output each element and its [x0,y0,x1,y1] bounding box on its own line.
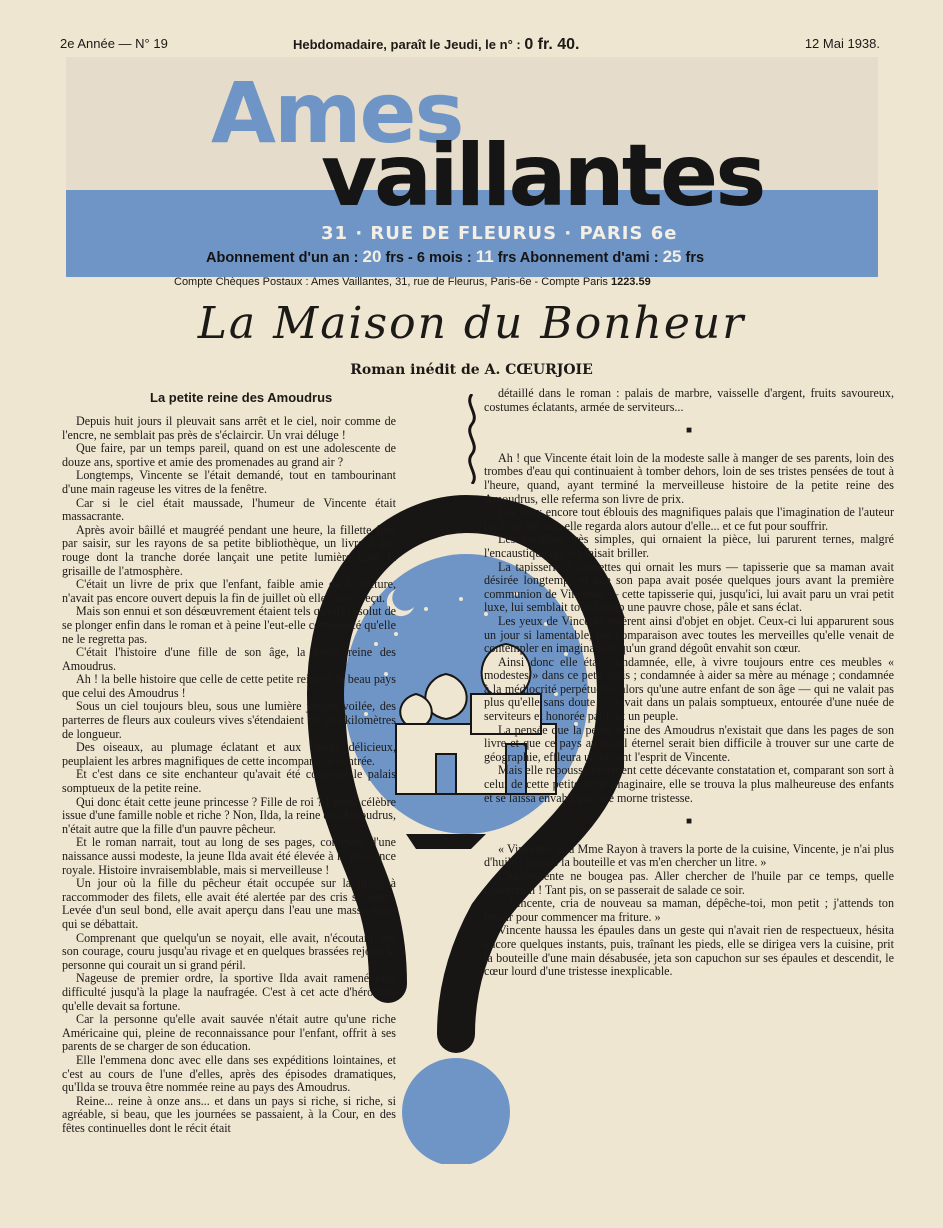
paragraph: Un jour où la fille du pêcheur était occupée sur la plage à raccommoder des filets, elle avait été alertée par des cris stridents. Levée d'un seul bond, elle avait aperçu dans l'eau une masse noire qui se débattait. [62,876,396,931]
paragraph: Des oiseaux, au plumage éclatant et aux chants délicieux, peuplaient les arbres magnifiques de cette incomparable contrée. [62,740,396,768]
dot-circle [402,1058,510,1164]
paragraph: « Vincente, cria de nouveau sa maman, dépêche-toi, mon petit ; j'attends ton retour pour commencer ma friture. » [484,896,894,924]
price: 0 fr. 40. [524,36,580,53]
sub-year-price: 20 [362,247,382,266]
frequency-text: Hebdomadaire, paraît le Jeudi, le n° : [293,37,521,52]
sub-sixmonth-price: 11 [475,247,494,266]
sub-friend-label: frs Abonnement d'ami : [497,250,659,266]
masthead-title-vaillantes: vaillantes [321,126,764,226]
decorative-squiggle [464,394,480,484]
paragraph: Et le roman narrait, tout au long de ses pages, comment d'une naissance aussi modeste, la jeune Ilda avait été élevée à la puissance royale. Histoire invraisemblable, mais si merveilleuse ! [62,835,396,877]
issue-date: 12 Mai 1938. [804,36,880,51]
paragraph: Ainsi donc elle était condamnée, elle, à vivre toujours entre ces meubles « modestes » dans ce petit logis ; condamnée à aider sa mère au ménage ; condamnée à la médiocrité perpétuelle, alors qu'une autre enfant de son âge — qui ne valait pas plus qu'elle sans doute — vivait dans un palais somptueux, entourée d'une nuée de serviteurs et honorée par tout un peuple. [484,654,894,724]
paragraph: Longtemps, Vincente se l'était demandé, tout en tambourinant d'une main rageuse les vitres de la fenêtre. [62,468,396,496]
paragraph: L'adolescente ne bougea pas. Aller chercher de l'huile par ce temps, quelle distraction ! Tant pis, on se passerait de salade ce soir. [484,869,894,897]
separator-2: ■ [685,816,693,828]
paragraph: « Vincente, cria Mme Rayon à travers la porte de la cuisine, Vincente, je n'ai plus d'huile ; prends la bouteille et vas m'en chercher un litre. » [484,841,894,870]
paragraph: Les yeux de Vincente errèrent ainsi d'objet en objet. Ceux-ci lui apparurent sous un jour si lamentable, par comparaison avec toutes les merveilles qu'elle venait de contempler en imagination, qu'un grand dégoût envahit son cœur. [484,613,894,656]
paragraph: C'était l'histoire d'une fille de son âge, la petite reine des Amoudrus. [62,645,396,673]
masthead [66,57,878,277]
paragraph: Ah ! que Vincente était loin de la modeste salle à manger de ses parents, loin des trombes d'eau qui continuaient à tomber dehors, loin de ses tristes pensées de tout à l'heure, quand, ayant terminé la merveilleuse histoire de la petite reine des Amoudrus, elle referma son livre de prix. [484,450,894,506]
paragraph: Sous un ciel toujours bleu, sous une lumière jamais voilée, des parterres de fleurs aux couleurs vives s'étendaient sur des kilomètres de longueur. [62,699,396,741]
subscription-line [206,247,704,267]
paragraph: Elle l'emmena donc avec elle dans ses expéditions lointaines, et c'est au cours de l'une d'elles, après des épisodes dramatiques, qu'Ilda se trouva être nommée reine au pays des Amoudrus. [62,1052,396,1095]
article-byline: Roman inédit de A. CŒURJOIE [350,362,593,378]
article-column-right [484,387,894,979]
sub-friend-price: 25 [662,247,682,266]
paragraph: Après avoir bâillé et maugréé pendant une heure, la fillette finit par saisir, sur les rayons de sa petite bibliothèque, un livre à dos rouge dont la tranche dorée lançait une petite lumière dans la grisaille de l'atmosphère. [62,522,396,578]
postal-account-line [174,276,651,288]
postal-account-text: Compte Chèques Postaux : Ames Vaillantes, 31, rue de Fleurus, Paris-6e - Compte Paris [174,276,608,288]
sub-year-label: Abonnement d'un an : [206,250,359,266]
separator-1: ■ [685,425,693,437]
article-title: La Maison du Bonheur [197,298,746,349]
paragraph: La tapisserie à fleurettes qui ornait les murs — tapisserie que sa maman avait désirée longtemps et que son papa avait posée quelques jours avant la première communion de Vincente — cette tapisserie qui, jusqu'ici, lui avait paru un vrai petit luxe, lui semblait tout à coup une pauvre chose, pâle et sans éclat. [484,559,894,615]
paragraph: Qui donc était cette jeune princesse ? Fille de roi ? Enfant célèbre issue d'une famille noble et riche ? Non, Ilda, la reine des Amoudrus, n'était autre que la fille d'un pauvre pêcheur. [62,794,396,836]
paragraph: Mais elle repoussa vivement cette décevante constatation et, comparant son sort à celui de cette petite reine imaginaire, elle se trouva la plus malheureuse des enfants et se laissa envahir par une morne tristesse. [484,763,894,805]
masthead-title-ames: Ames [211,64,463,162]
paragraph: C'était un livre de prix que l'enfant, faible amie de la lecture, n'avait pas encore ouvert depuis la fin de juillet où elle l'avait reçu. [62,577,396,605]
paragraph: Depuis huit jours il pleuvait sans arrêt et le ciel, noir comme de l'encre, ne semblait pas près de s'éclaircir. Un vrai déluge ! [62,414,396,442]
paragraph: Vincente haussa les épaules dans un geste qui n'avait rien de respectueux, hésita encore quelques instants, puis, traînant les pieds, elle se dirigea vers la cuisine, prit la bouteille d'une main désabusée, jeta son capuchon sur ses épaules et descendit, le cœur lourd d'une tristesse inexplicable. [484,923,894,979]
paragraph: Comprenant que quelqu'un se noyait, elle avait, n'écoutant que son courage, couru jusqu'au rivage et en quelques brassées rejoint la personne qui courait un si grand péril. [62,930,396,972]
paragraph: Et c'est dans ce site enchanteur qu'avait été construit le palais somptueux de la petite reine. [62,767,396,796]
paragraph: Mais son ennui et son désœuvrement étaient tels qu'elle résolut de se plonger enfin dans le roman et à peine l'eut-elle commencé qu'elle ne le regretta pas. [62,604,396,646]
frequency-price [293,36,579,54]
postal-account-number: 1223.59 [610,276,651,288]
paragraph: Les meubles, très simples, qui ornaient la pièce, lui parurent ternes, malgré l'encaustique qui les faisait briller. [484,532,894,560]
paragraph: Les yeux encore tout éblouis des magnifiques palais que l'imagination de l'auteur lui avait décrits, elle regarda alors autour d'elle... et ce fut pour souffrir. [484,505,894,533]
paragraph: Car la personne qu'elle avait sauvée n'était autre qu'une riche Américaine qui, pleine de reconnaissance pour l'enfant, offrit à ses parents de se charger de son éducation. [62,1012,396,1054]
boat-icon [406,834,486,849]
paragraph: Ah ! la belle histoire que celle de cette petite reine et le beau pays que celui des Amoudrus ! [62,672,396,700]
article-column-left [62,415,396,1135]
issue-number: 2e Année — N° 19 [60,36,168,51]
section-heading: La petite reine des Amoudrus [150,390,333,405]
paragraph: Que faire, par un temps pareil, quand on est une adolescente de douze ans, sportive et amie des promenades au grand air ? [62,441,396,469]
paragraph: Reine... reine à onze ans... et dans un pays si riche, si riche, si agréable, si beau, que les journées se passaient, à la Cour, en des fêtes continuelles dont le récit était [62,1093,396,1135]
masthead-address: 31 · RUE DE FLEURUS · PARIS 6e [321,223,678,244]
paragraph: La pensée que la petite reine des Amoudrus n'existait que dans les pages de son livre et que ce pays au soleil éternel serait bien difficile à trouver sur une carte de géographie, effleura un instant l'esprit de Vincente. [484,722,894,764]
top-info-line [60,36,880,56]
sub-sixmonth-label: frs - 6 mois : [385,250,472,266]
currency-suffix: frs [685,250,705,266]
paragraph: Nageuse de premier ordre, la sportive Ilda avait ramené sans difficulté jusqu'à la plage la naufragée. C'est à cet acte d'héroïsme qu'elle devait sa fortune. [62,971,396,1013]
paragraph: Car si le ciel était maussade, l'humeur de Vincente était massacrante. [62,495,396,524]
paragraph: détaillé dans le roman : palais de marbre, vaisselle d'argent, fruits savoureux, costumes éclatants, armée de serviteurs... [484,386,894,414]
